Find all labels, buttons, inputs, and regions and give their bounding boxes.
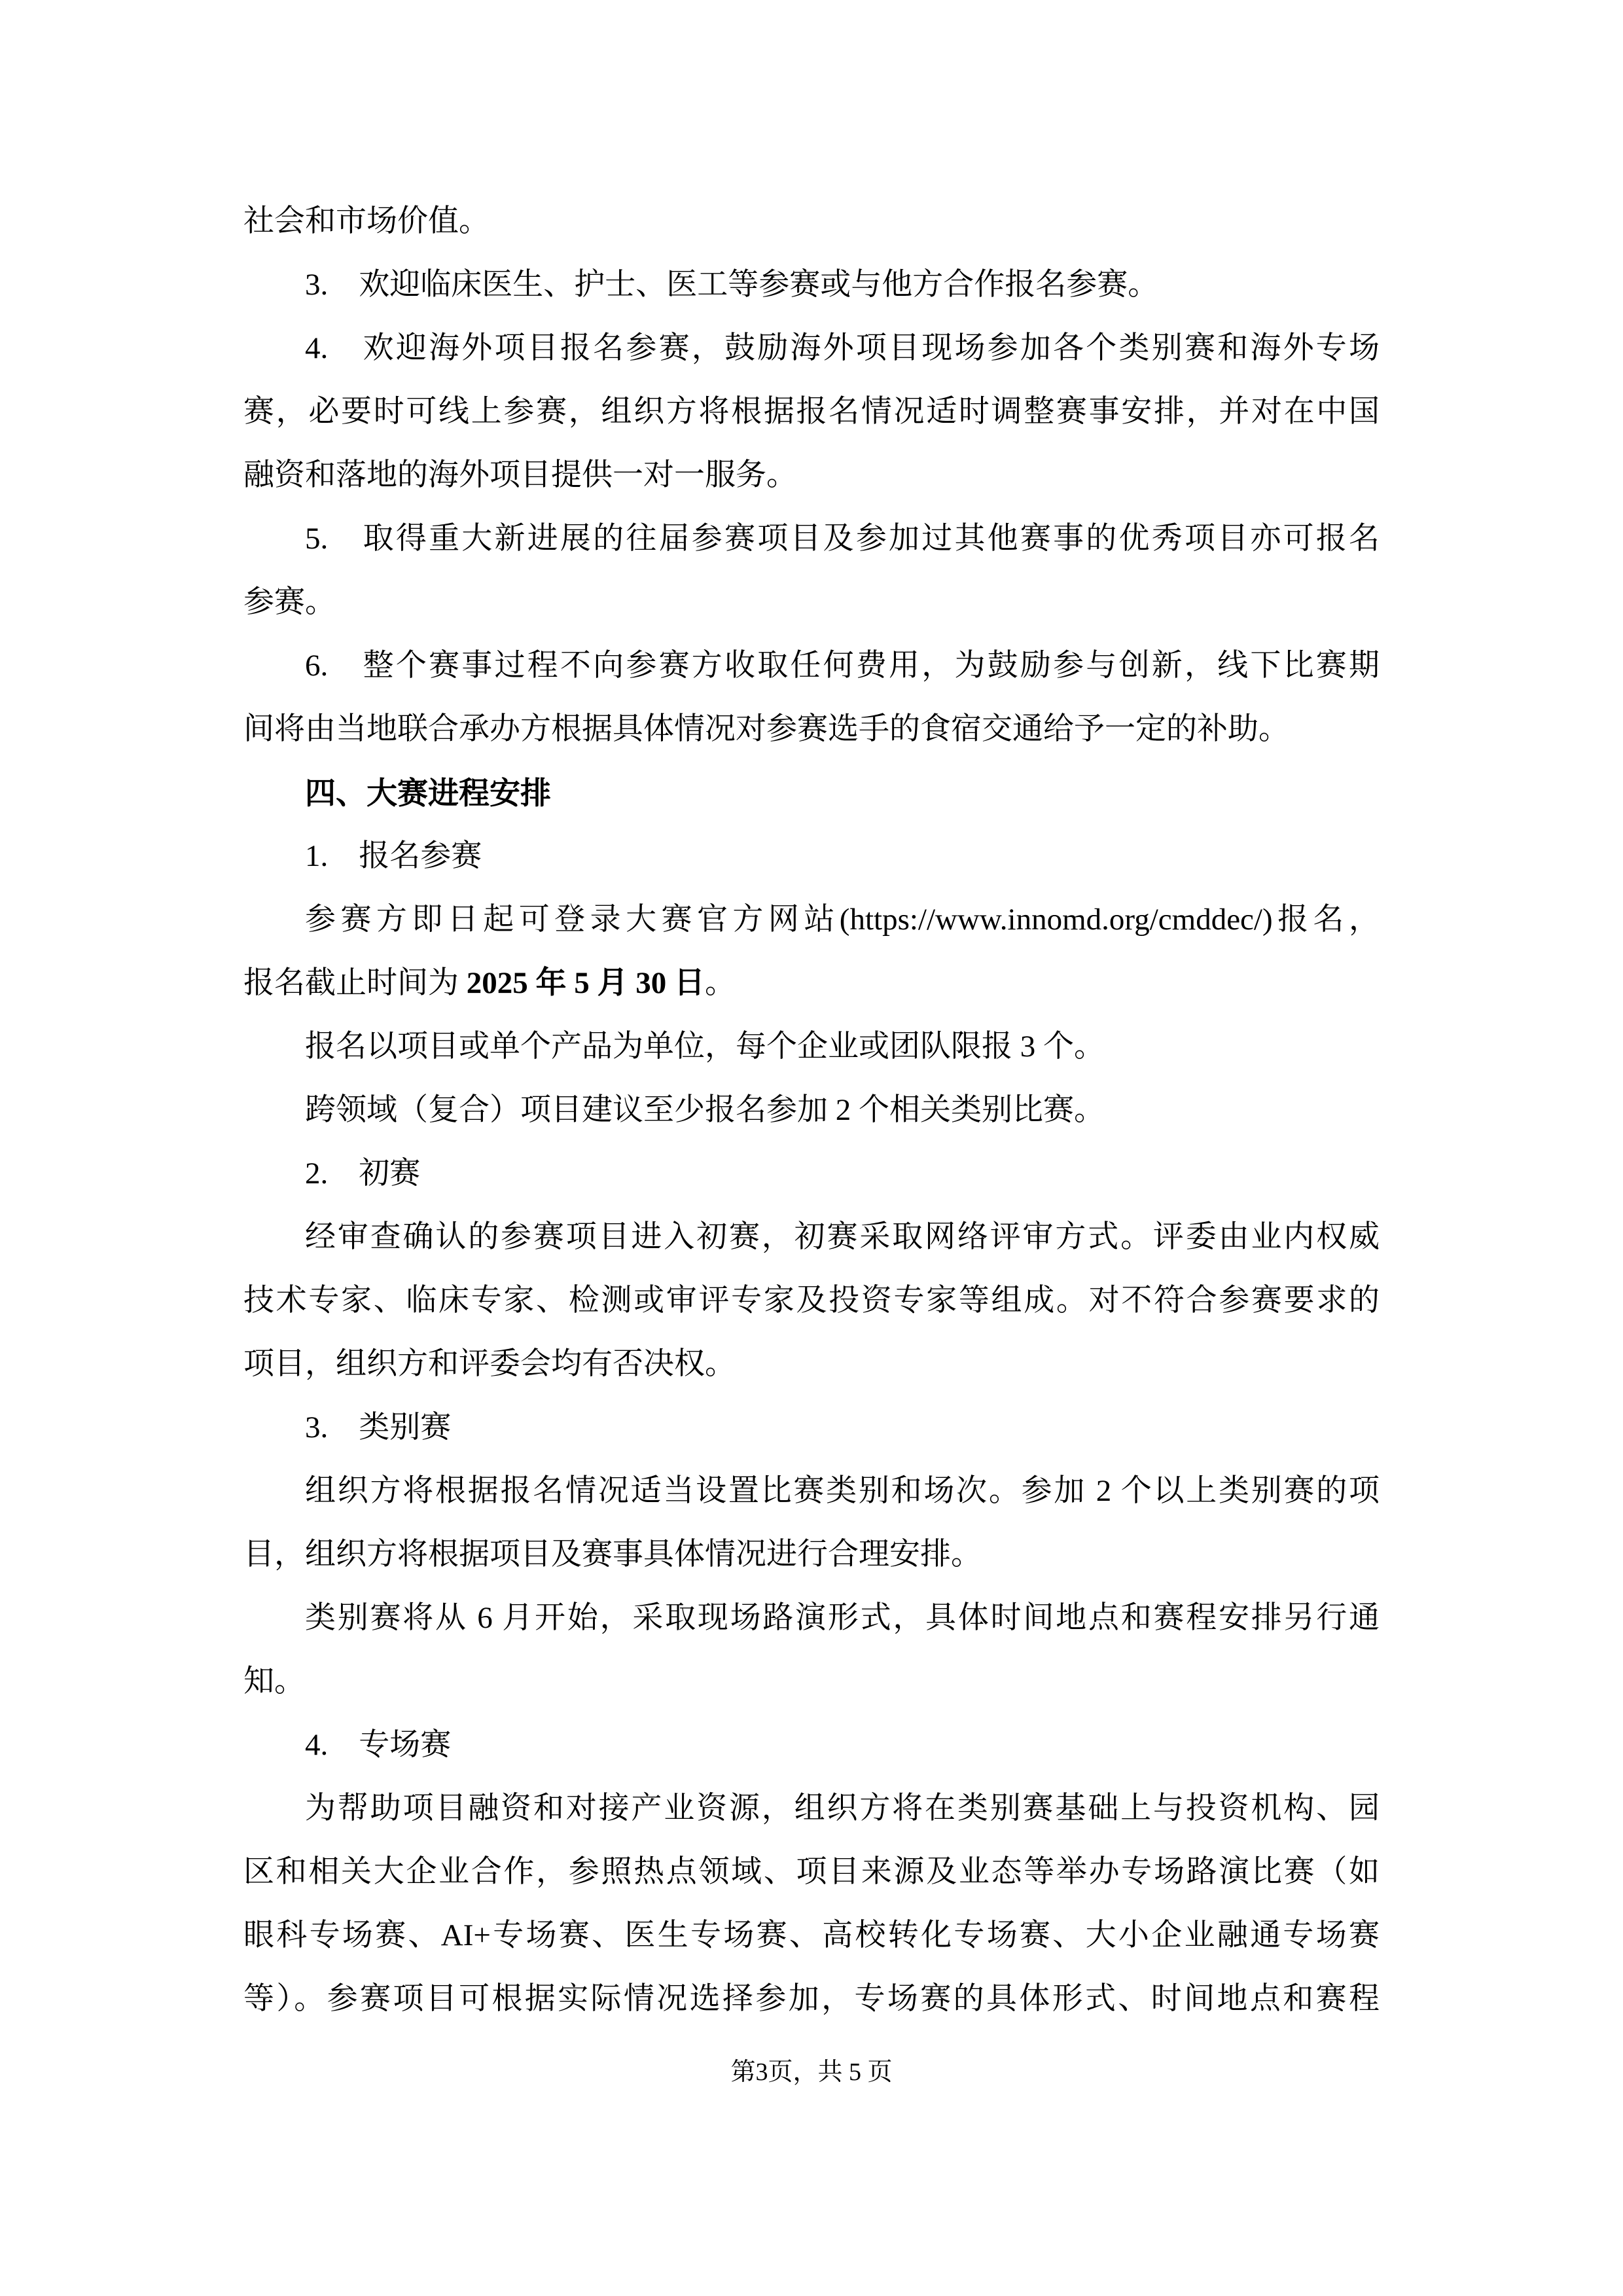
- text-line: [243, 1777, 1380, 1840]
- text-segment: 参赛。: [243, 585, 336, 619]
- text-segment: 2. 初赛: [305, 1157, 421, 1191]
- document-body: [243, 190, 1380, 2031]
- page-number-footer: 第3页，共 5 页: [730, 2058, 893, 2086]
- text-segment: 眼科专场赛、AI+专场赛、医生专场赛、高校转化专场赛、大小企业融通专场赛: [243, 1918, 1380, 1952]
- text-line: [243, 1142, 1380, 1206]
- text-segment: 社会和市场价值。: [243, 204, 490, 238]
- text-line: [243, 825, 1380, 888]
- text-segment: 目，组织方将根据项目及赛事具体情况进行合理安排。: [243, 1537, 982, 1571]
- text-line: [243, 952, 1380, 1015]
- text-line: [243, 1650, 1380, 1713]
- text-line: [243, 1523, 1380, 1587]
- text-line: [243, 444, 1380, 507]
- text-segment: 为帮助项目融资和对接产业资源，组织方将在类别赛基础上与投资机构、园: [305, 1791, 1380, 1825]
- text-line: [243, 888, 1380, 952]
- text-segment: 。: [705, 966, 736, 1000]
- text-segment: 知。: [243, 1664, 305, 1698]
- text-line: [243, 253, 1380, 317]
- text-line: [243, 380, 1380, 444]
- text-line: [243, 1840, 1380, 1904]
- text-segment: 类别赛将从 6 月开始，采取现场路演形式，具体时间地点和赛程安排另行通: [305, 1601, 1380, 1635]
- bold-text-segment: 2025 年 5 月 30 日: [466, 966, 705, 1000]
- bold-text-segment: 四、大赛进程安排: [305, 776, 551, 810]
- text-line: [243, 317, 1380, 380]
- text-segment: 等）。参赛项目可根据实际情况选择参加，专场赛的具体形式、时间地点和赛程: [243, 1982, 1380, 2016]
- text-segment: 组织方将根据报名情况适当设置比赛类别和场次。参加 2 个以上类别赛的项: [305, 1474, 1380, 1508]
- text-segment: 报名截止时间为: [243, 966, 467, 1000]
- text-line: [243, 634, 1380, 698]
- text-segment: 5. 取得重大新进展的往届参赛项目及参加过其他赛事的优秀项目亦可报名: [305, 522, 1380, 556]
- text-segment: 6. 整个赛事过程不向参赛方收取任何费用，为鼓励参与创新，线下比赛期: [305, 649, 1380, 683]
- text-segment: 1. 报名参赛: [305, 839, 482, 873]
- text-segment: 参赛方即日起可登录大赛官方网站(https://www.innomd.org/cmddec/)报名，: [305, 903, 1380, 937]
- text-segment: 3. 类别赛: [305, 1410, 452, 1444]
- text-line: [243, 190, 1380, 253]
- text-line: [243, 1713, 1380, 1777]
- text-segment: 赛，必要时可线上参赛，组织方将根据报名情况适时调整赛事安排，并对在中国: [243, 395, 1380, 429]
- text-segment: 报名以项目或单个产品为单位，每个企业或团队限报 3 个。: [305, 1030, 1105, 1064]
- text-line: [243, 1967, 1380, 2031]
- text-segment: 技术专家、临床专家、检测或审评专家及投资专家等组成。对不符合参赛要求的: [243, 1283, 1380, 1318]
- text-line: [243, 698, 1380, 761]
- text-line: [243, 507, 1380, 571]
- text-segment: 间将由当地联合承办方根据具体情况对参赛选手的食宿交通给予一定的补助。: [243, 712, 1289, 746]
- text-line: [243, 1333, 1380, 1396]
- text-segment: 区和相关大企业合作，参照热点领域、项目来源及业态等举办专场路演比赛（如: [243, 1855, 1380, 1889]
- text-line: [243, 1904, 1380, 1967]
- text-line: [243, 1079, 1380, 1142]
- text-segment: 4. 专场赛: [305, 1728, 452, 1762]
- text-line: [243, 1015, 1380, 1079]
- text-line: [243, 571, 1380, 634]
- text-line: [243, 1460, 1380, 1523]
- text-segment: 融资和落地的海外项目提供一对一服务。: [243, 458, 797, 492]
- text-line: [243, 1587, 1380, 1650]
- text-segment: 4. 欢迎海外项目报名参赛，鼓励海外项目现场参加各个类别赛和海外专场: [305, 331, 1380, 365]
- text-segment: 3. 欢迎临床医生、护士、医工等参赛或与他方合作报名参赛。: [305, 268, 1159, 302]
- text-segment: 项目，组织方和评委会均有否决权。: [243, 1347, 736, 1381]
- text-line: [243, 1396, 1380, 1460]
- section-heading: [243, 761, 1380, 825]
- text-segment: 跨领域（复合）项目建议至少报名参加 2 个相关类别比赛。: [305, 1093, 1105, 1127]
- text-segment: 经审查确认的参赛项目进入初赛，初赛采取网络评审方式。评委由业内权威: [305, 1220, 1380, 1254]
- text-line: [243, 1206, 1380, 1269]
- text-line: [243, 1269, 1380, 1333]
